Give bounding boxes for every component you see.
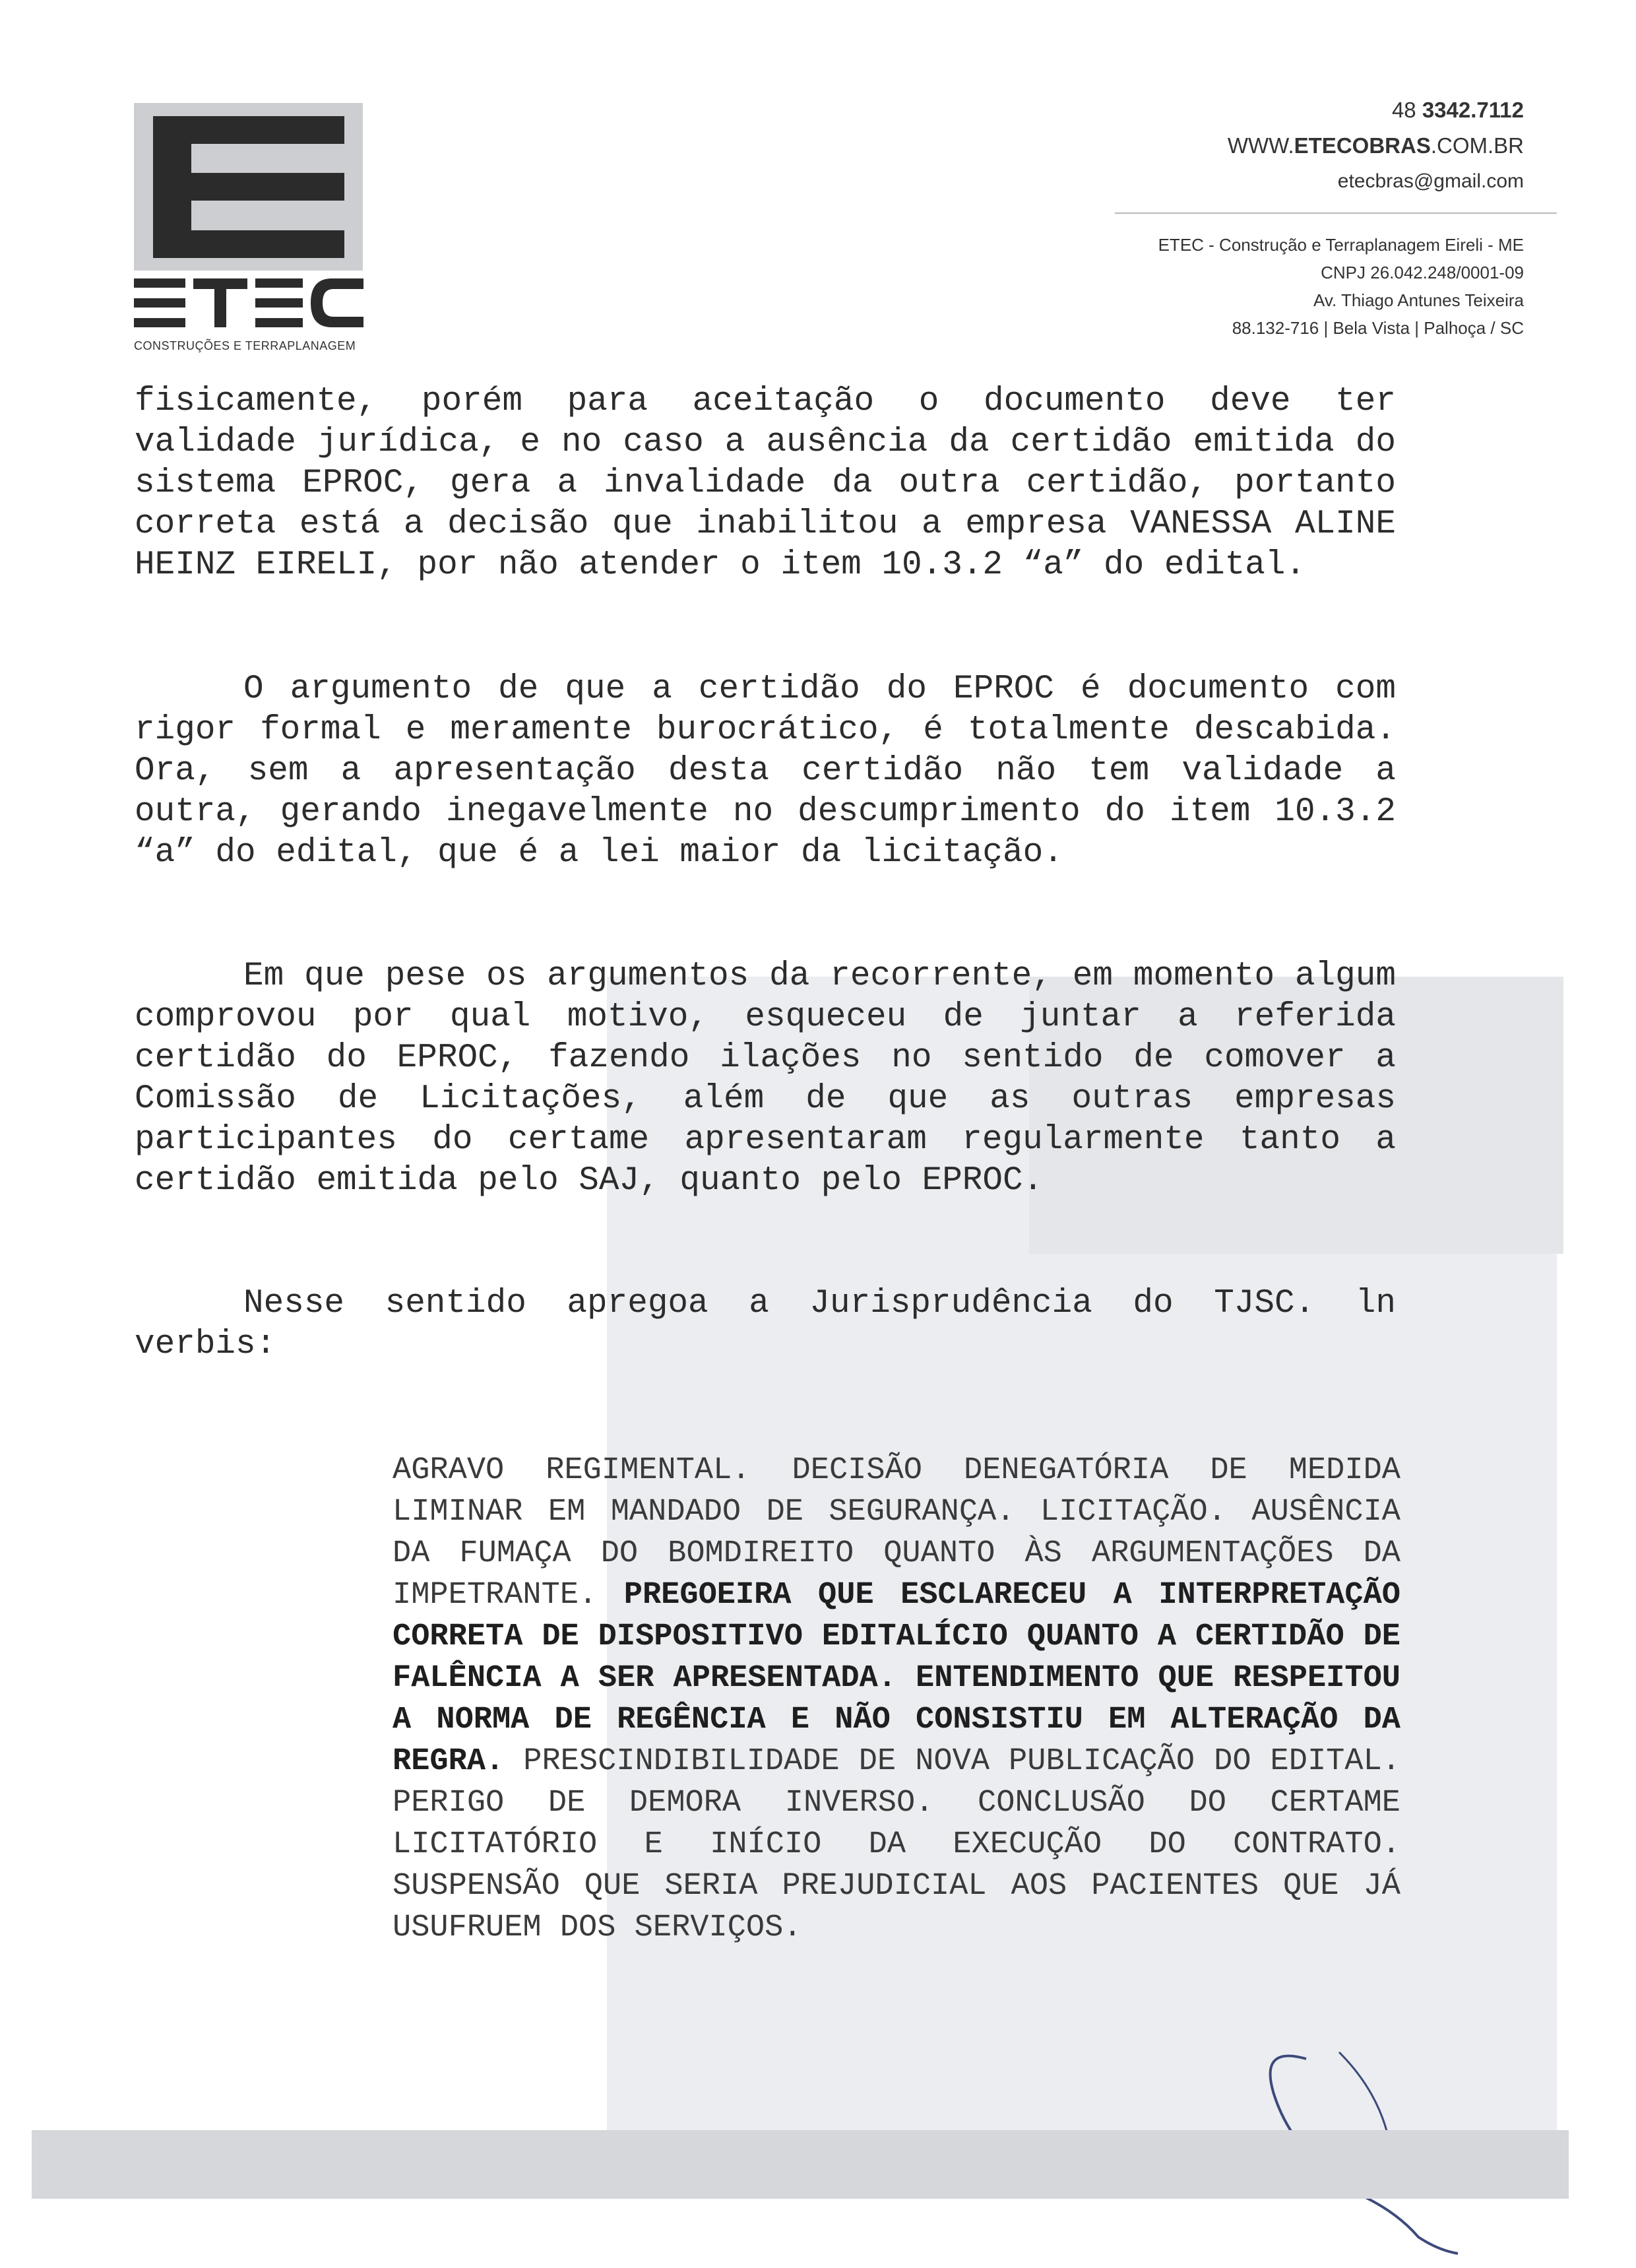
company-name: ETEC - Construção e Terraplanagem Eireli - ME <box>1158 235 1524 255</box>
website-prefix: WWW. <box>1227 133 1294 158</box>
quote-part-3: PRESCINDIBILIDADE DE NOVA PUBLICAÇÃO DO EDITAL. PERIGO DE DEMORA INVERSO. CONCLUSÃO DO CERTAME LICITATÓRIO E INÍCIO DA EXECUÇÃO DO CONTRATO. SUSPENSÃO QUE SERIA PREJUDICIAL AOS PACIENTES QUE JÁ USUFRUEM DOS SERVIÇOS. <box>393 1744 1400 1945</box>
contact-block <box>1228 92 1524 199</box>
company-info <box>1158 231 1524 342</box>
quote-part-1: AGRAVO REGIMENTAL. DECISÃO DENEGATÓRIA DE MEDIDA LIMINAR EM MANDADO DE SEGURANÇA. LICITAÇÃO. AUSÊNCIA DA FUMAÇA DO BOMDIREITO QUANTO ÀS ARGUMENTAÇÕES DA IMPETRANTE. <box>393 1453 1400 1613</box>
email: etecbras@gmail.com <box>1337 170 1524 192</box>
company-city: 88.132-716 | Bela Vista | Palhoça / SC <box>1232 318 1524 338</box>
paragraph-3 <box>135 956 1396 1202</box>
website-suffix: .COM.BR <box>1430 133 1524 158</box>
quote-part-2-bold: PREGOEIRA QUE ESCLARECEU A INTERPRETAÇÃO CORRETA DE DISPOSITIVO EDITALÍCIO QUANTO A CERTIDÃO DE FALÊNCIA A SER APRESENTADA. ENTENDIMENTO QUE RESPEITOU A NORMA DE REGÊNCIA E NÃO CONSISTIU EM ALTERAÇÃO DA REGRA. <box>393 1578 1400 1779</box>
company-cnpj: CNPJ 26.042.248/0001-09 <box>1321 263 1524 282</box>
paragraph-1-text: fisicamente, porém para aceitação o documento deve ter validade jurídica, e no caso a ausência da certidão emitida do sistema EPROC, gera a invalidade da outra certidão, portanto correta está a decisão que inabilitou a empresa VANESSA ALINE HEINZ EIRELI, por não atender o item 10.3.2 “a” do edital. <box>135 383 1396 584</box>
phone <box>1228 92 1524 128</box>
phone-number: 3342.7112 <box>1422 98 1524 122</box>
footer-bar <box>32 2130 1569 2199</box>
website <box>1228 128 1524 164</box>
paragraph-2-text: O argumento de que a certidão do EPROC é documento com rigor formal e meramente burocrático, é totalmente descabida. Ora, sem a apresentação desta certidão não tem validade a outra, gerando inegavelmente no descumprimento do item 10.3.2 “a” do edital, que é a lei maior da licitação. <box>135 670 1396 872</box>
paragraph-1 <box>135 381 1396 586</box>
website-name: ETECOBRAS <box>1294 133 1431 158</box>
jurisprudence-quote <box>393 1450 1400 1949</box>
logo-subtitle: CONSTRUÇÕES E TERRAPLANAGEM <box>134 339 356 352</box>
phone-prefix: 48 <box>1391 98 1416 122</box>
header-divider <box>1115 212 1557 214</box>
paragraph-3-text: Em que pese os argumentos da recorrente, em momento algum comprovou por qual motivo, esqueceu de juntar a referida certidão do EPROC, fazendo ilações no sentido de comover a Comissão de Licitações, além de que as outras empresas participantes do certame apresentaram regularmente tanto a certidão emitida pelo SAJ, quanto pelo EPROC. <box>135 957 1396 1200</box>
paragraph-2 <box>135 669 1396 874</box>
company-street: Av. Thiago Antunes Teixeira <box>1313 290 1524 310</box>
paragraph-4 <box>135 1283 1396 1365</box>
logo-mark-icon <box>153 116 344 258</box>
paragraph-4-text: Nesse sentido apregoa a Jurisprudência do TJSC. ln verbis: <box>135 1285 1396 1363</box>
logo-wordmark <box>134 276 365 330</box>
